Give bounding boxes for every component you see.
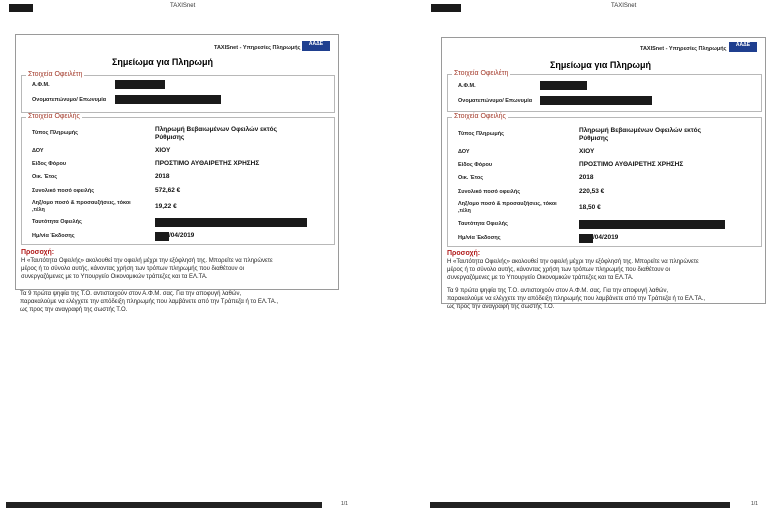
issue-date-value: /04/2019 bbox=[169, 232, 195, 239]
doy-value: ΧΙΟΥ bbox=[155, 147, 171, 154]
year-value: 2018 bbox=[155, 173, 170, 180]
notice-title: Προσοχή: bbox=[21, 249, 55, 256]
document-title: Σημείωμα για Πληρωμή bbox=[550, 60, 652, 70]
debt-id-label: Ταυτότητα Οφειλής bbox=[32, 219, 82, 225]
year-value: 2018 bbox=[579, 174, 594, 181]
document-title: Σημείωμα για Πληρωμή bbox=[112, 57, 214, 67]
redacted-day bbox=[579, 234, 593, 243]
doy-label: ΔΟΥ bbox=[32, 148, 44, 154]
payee-section bbox=[447, 70, 762, 112]
payment-slip bbox=[15, 34, 339, 290]
notice-line-3: συνεργαζόμενες με το Υπουργείο Οικονομικών τράπεζες και τα ΕΛ.ΤΑ. bbox=[21, 274, 208, 280]
interest-label-2: ,τέλη bbox=[32, 207, 45, 213]
page-header-title: TAXISnet bbox=[170, 3, 196, 9]
service-brand: TAXISnet - Υπηρεσίες Πληρωμής bbox=[214, 45, 301, 51]
redacted-header bbox=[9, 4, 33, 12]
afm-label: Α.Φ.Μ. bbox=[458, 83, 476, 89]
total-value: 220,53 € bbox=[579, 188, 605, 195]
tax-type-value: ΠΡΟΣΤΙΜΟ ΑΥΘΑΙΡΕΤΗΣ ΧΡΗΣΗΣ bbox=[579, 161, 684, 168]
redacted-afm bbox=[115, 80, 165, 89]
debt-section bbox=[21, 113, 335, 245]
notice-p2-line-2: παρακαλούμε να ελέγχετε την απόδειξη πληρωμής που λαμβάνετε από την Τράπεζα ή το ΕΛ.ΤΑ., bbox=[20, 299, 279, 305]
debt-id-label: Ταυτότητα Οφειλής bbox=[458, 221, 508, 227]
redacted-header bbox=[431, 4, 461, 12]
payment-slip bbox=[441, 37, 766, 310]
notice-line-2: μέρος ή το σύνολο αυτής, κάνοντας χρήση των τρόπων πληρωμής που διαθέτουν οι bbox=[21, 266, 244, 272]
payment-type-value-1: Πληρωμή Βεβαιωμένων Οφειλών εκτός bbox=[155, 126, 278, 133]
year-label: Οικ. Έτος bbox=[32, 174, 58, 180]
aade-logo: ΑΑΔΕ bbox=[729, 42, 757, 52]
interest-value: 18,50 € bbox=[579, 204, 601, 211]
section-title-payee: Στοιχεία Οφειλέτη bbox=[28, 71, 83, 78]
name-label: Ονοματεπώνυμο/ Επωνυμία bbox=[458, 98, 533, 104]
redacted-debt-id bbox=[579, 220, 725, 229]
notice-line-3: συνεργαζόμενες με το Υπουργείο Οικονομικών τράπεζες και τα ΕΛ.ΤΑ. bbox=[447, 275, 634, 281]
notice-paragraph-2 bbox=[447, 287, 760, 311]
page-number: 1/1 bbox=[341, 501, 348, 507]
notice-p2-line-3: ως προς την αναγραφή της σωστής Τ.Ο. bbox=[20, 307, 128, 313]
notice-p2-line-2: παρακαλούμε να ελέγχετε την απόδειξη πληρωμής που λαμβάνετε από την Τράπεζα ή το ΕΛ.ΤΑ., bbox=[447, 296, 706, 302]
total-label: Συνολικό ποσό οφειλής bbox=[458, 189, 521, 195]
issue-date-label: Ημ/νία Έκδοσης bbox=[32, 233, 75, 239]
section-title-debt: Στοιχεία Οφειλής bbox=[454, 113, 506, 120]
page-number: 1/1 bbox=[751, 501, 758, 507]
notice-text bbox=[447, 258, 760, 282]
redacted-debt-id bbox=[155, 218, 307, 227]
interest-label-2: ,τέλη bbox=[458, 208, 471, 214]
redacted-name bbox=[115, 95, 221, 104]
redacted-footer bbox=[6, 502, 322, 508]
interest-value: 19,22 € bbox=[155, 203, 177, 210]
redacted-afm bbox=[540, 81, 587, 90]
payment-type-label: Τύπος Πληρωμής bbox=[458, 131, 504, 137]
notice-paragraph-2 bbox=[20, 290, 340, 314]
name-label: Ονοματεπώνυμο/ Επωνυμία bbox=[32, 97, 107, 103]
afm-label: Α.Φ.Μ. bbox=[32, 82, 50, 88]
notice-title: Προσοχή: bbox=[447, 250, 481, 257]
total-label: Συνολικό ποσό οφειλής bbox=[32, 188, 95, 194]
interest-label-1: Ληξ/ομο ποσό & προσαυξήσεις, τόκοι bbox=[458, 201, 557, 207]
notice-text bbox=[21, 257, 333, 281]
redacted-name bbox=[540, 96, 652, 105]
total-value: 572,62 € bbox=[155, 187, 181, 194]
notice-p2-line-3: ως προς την αναγραφή της σωστής Τ.Ο. bbox=[447, 304, 555, 310]
interest-label-1: Ληξ/ομο ποσό & προσαυξήσεις, τόκοι bbox=[32, 200, 131, 206]
aade-logo: ΑΑΔΕ bbox=[302, 41, 330, 51]
section-title-payee: Στοιχεία Οφειλέτη bbox=[454, 70, 509, 77]
payment-type-value-2: Ρύθμισης bbox=[579, 135, 609, 142]
payee-section bbox=[21, 71, 335, 113]
doy-label: ΔΟΥ bbox=[458, 149, 470, 155]
payment-type-value-1: Πληρωμή Βεβαιωμένων Οφειλών εκτός bbox=[579, 127, 702, 134]
service-brand: TAXISnet - Υπηρεσίες Πληρωμής bbox=[640, 46, 727, 52]
redacted-day bbox=[155, 232, 169, 241]
tax-type-label: Είδος Φόρου bbox=[458, 162, 493, 168]
redacted-footer bbox=[430, 502, 730, 508]
notice-line-2: μέρος ή το σύνολο αυτής, κάνοντας χρήση των τρόπων πληρωμής που διαθέτουν οι bbox=[447, 267, 670, 273]
notice-line-1: Η «Ταυτότητα Οφειλής» ακολουθεί την οφειλή μέχρι την εξόφλησή της. Μπορείτε να πληρώνετε bbox=[21, 258, 273, 264]
page-header-title: TAXISnet bbox=[611, 3, 637, 9]
tax-type-label: Είδος Φόρου bbox=[32, 161, 67, 167]
notice-p2-line-1: Τα 9 πρώτα ψηφία της Τ.Ο. αντιστοιχούν στον Α.Φ.Μ. σας. Για την αποφυγή λαθών, bbox=[20, 291, 242, 297]
notice-line-1: Η «Ταυτότητα Οφειλής» ακολουθεί την οφειλή μέχρι την εξόφλησή της. Μπορείτε να πληρώνετε bbox=[447, 259, 699, 265]
notice-p2-line-1: Τα 9 πρώτα ψηφία της Τ.Ο. αντιστοιχούν στον Α.Φ.Μ. σας. Για την αποφυγή λαθών, bbox=[447, 288, 669, 294]
payment-type-label: Τύπος Πληρωμής bbox=[32, 130, 78, 136]
section-title-debt: Στοιχεία Οφειλής bbox=[28, 113, 80, 120]
debt-section bbox=[447, 113, 762, 247]
issue-date-value: /04/2019 bbox=[593, 234, 619, 241]
year-label: Οικ. Έτος bbox=[458, 175, 484, 181]
issue-date-label: Ημ/νία Έκδοσης bbox=[458, 235, 501, 241]
doy-value: ΧΙΟΥ bbox=[579, 148, 595, 155]
document-page-right bbox=[385, 0, 770, 512]
tax-type-value: ΠΡΟΣΤΙΜΟ ΑΥΘΑΙΡΕΤΗΣ ΧΡΗΣΗΣ bbox=[155, 160, 260, 167]
payment-type-value-2: Ρύθμισης bbox=[155, 134, 185, 141]
